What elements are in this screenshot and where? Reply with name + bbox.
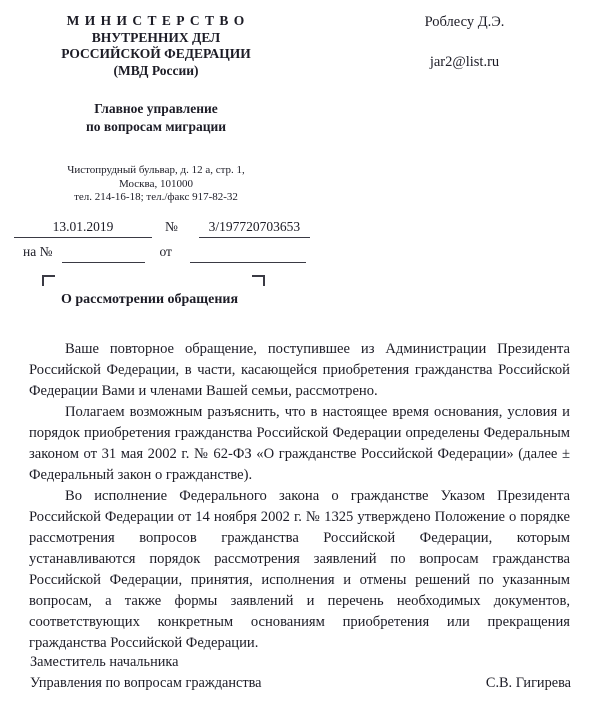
address-line3: тел. 214-16-18; тел./факс 917-82-32 (74, 191, 238, 203)
letter-number-field: 3/197720703653 (199, 217, 310, 238)
ministry-name-block (30, 13, 282, 79)
number-sign-label: № (165, 218, 178, 234)
body-paragraph-1: Ваше повторное обращение, поступившее из Администрации Президента Российской Федерации, в части, касающейся приобретения гражданства Российской Федерации Вами и членами Вашей семьи, рассмотрено. (29, 340, 570, 399)
letter-date-field: 13.01.2019 (14, 217, 152, 238)
recipient-block (412, 14, 517, 70)
signer-title-line1: Заместитель начальника (30, 654, 179, 670)
department-line2: по вопросам миграции (85, 118, 227, 134)
department-block (30, 100, 282, 135)
reference-row-date (14, 216, 600, 238)
signer-title (30, 652, 261, 694)
body-paragraph-2: Полагаем возможным разъяснить, что в настоящее время основания, условия и порядок приобретения гражданства Российской Федерации определены Федеральным законом от 31 мая 2002 г. № 62-ФЗ «О гражданстве Российской Федерации» (далее ± Федеральный закон о гражданстве). (29, 403, 570, 483)
address-block (30, 164, 282, 205)
ministry-line1: М И Н И С Т Е Р С Т В О (66, 13, 246, 28)
reference-block (14, 216, 600, 263)
ministry-abbr: (МВД России) (113, 62, 199, 78)
signer-title-line2: Управления по вопросам гражданства (30, 675, 262, 691)
ministry-line2: ВНУТРЕННИХ ДЕЛ (91, 29, 221, 45)
subject-zone (0, 275, 600, 322)
reply-to-number-field (62, 242, 145, 263)
corner-bracket-right-icon (252, 275, 265, 286)
signer-name: С.В. Гигирева (485, 675, 571, 691)
letterhead-left-column (30, 13, 282, 205)
from-date-field (190, 242, 306, 263)
body-paragraph-3: Во исполнение Федерального закона о гражданстве Указом Президента Российской Федерации от 14 ноября 2002 г. № 1325 утверждено Положение о порядке рассмотрения вопросов гражданства Российской Федерации, которым устанавливаются порядок рассмотрения заявлений по вопросам гражданства Российской Федерации, принятия, исполнения и отмены решений по указанным вопросам, а также формы заявлений и перечень необходимых документов, соответствующих конкретным основаниям приобретения или прекращения гражданства Российской Федерации. (29, 487, 570, 651)
corner-bracket-left-icon (42, 275, 55, 286)
letter-subject: О рассмотрении обращения (61, 291, 239, 307)
from-label: от (159, 243, 172, 259)
recipient-name: Роблесу Д.Э. (424, 14, 505, 30)
address-line2: Москва, 101000 (119, 177, 193, 190)
signature-block (30, 652, 571, 694)
recipient-email: jar2@list.ru (429, 54, 500, 70)
letter-body (29, 339, 570, 654)
letterhead (0, 0, 600, 205)
reply-to-label: на № (23, 243, 53, 259)
ministry-line3: РОССИЙСКОЙ ФЕДЕРАЦИИ (61, 46, 251, 61)
reference-row-reply (14, 241, 600, 263)
department-line1: Главное управление (94, 101, 218, 116)
address-line1: Чистопрудный бульвар, д. 12 а, стр. 1, (67, 164, 245, 176)
